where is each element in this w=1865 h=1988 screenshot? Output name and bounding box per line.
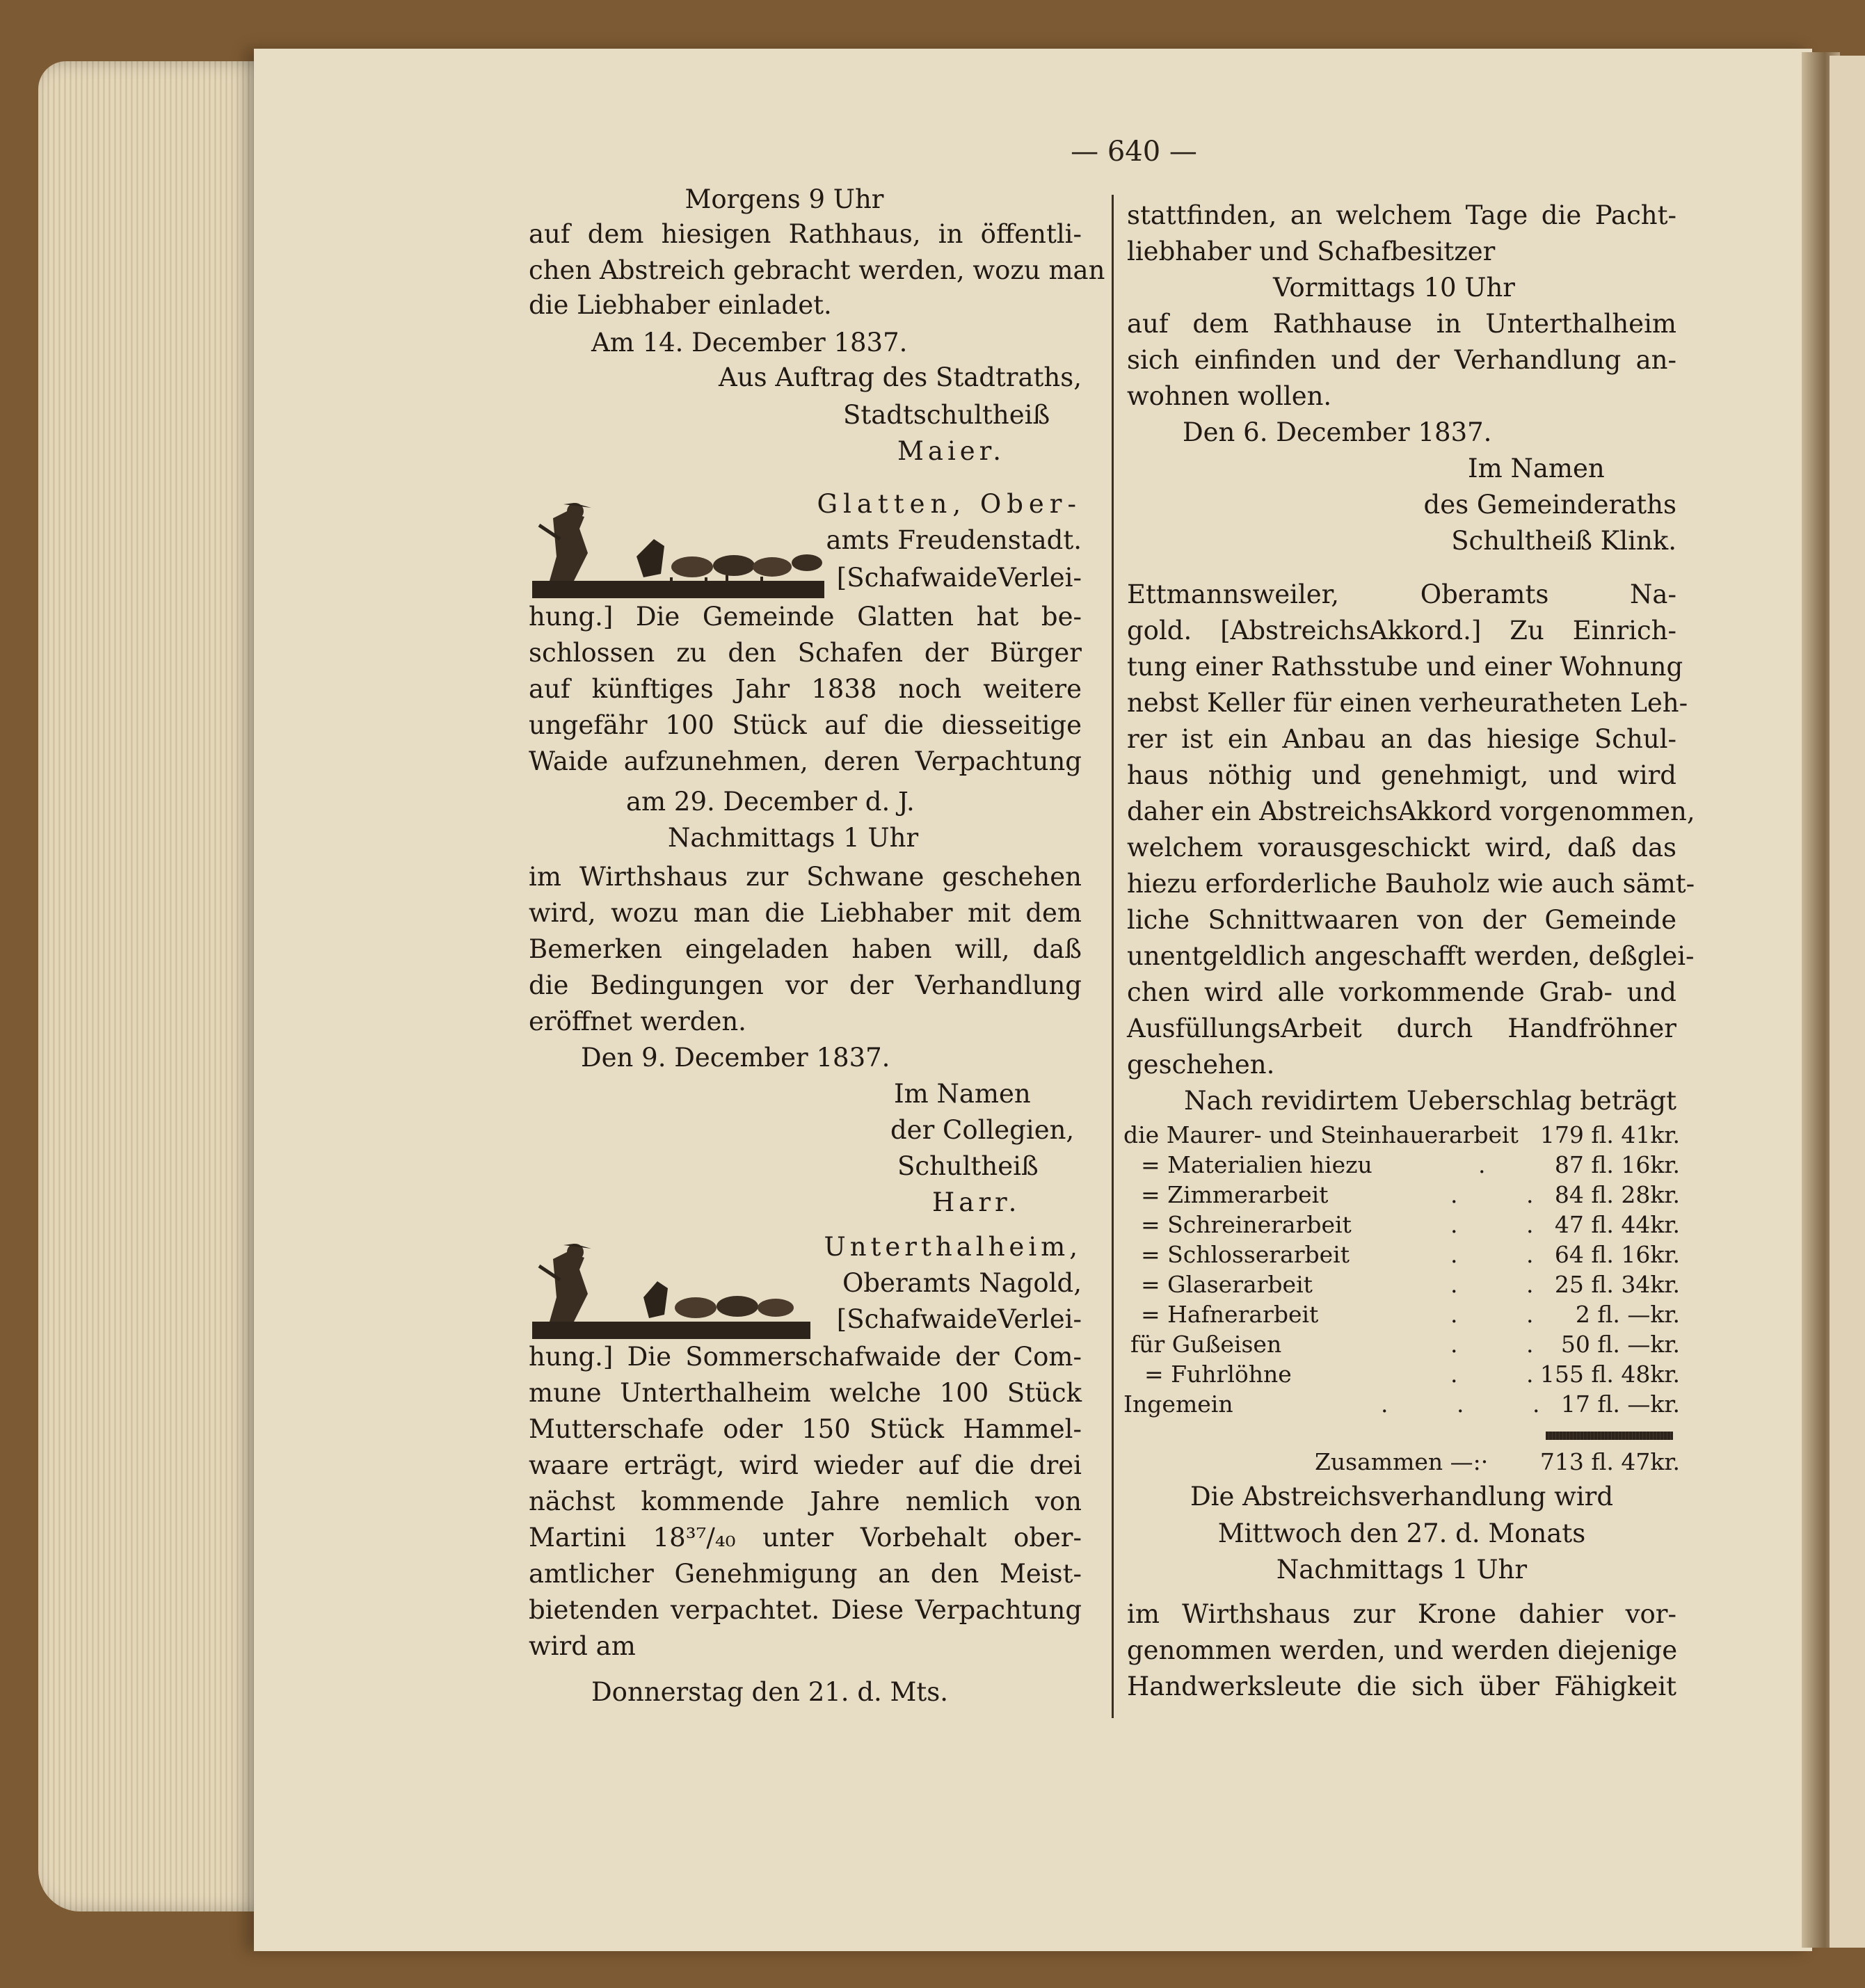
- table-row: für Gußeisen . . 50 fl. —kr.: [1130, 1331, 1680, 1358]
- text-line: Oberamts Nagold,: [842, 1268, 1082, 1298]
- text-line: liebhaber und Schafbesitzer: [1127, 237, 1496, 266]
- table-row: die Maurer- und Steinhauerarbeit 179 fl. 41kr.: [1123, 1121, 1680, 1148]
- table-row: = Schlosserarbeit . . 64 fl. 16kr.: [1141, 1241, 1680, 1268]
- text-line: hung.] Die Gemeinde Glatten hat be-: [529, 602, 1082, 632]
- text-line: im Wirthshaus zur Schwane geschehen: [529, 862, 1082, 892]
- notice-heading: Glatten, Ober-: [817, 489, 1082, 519]
- text-line: geschehen.: [1127, 1050, 1275, 1080]
- signature-title: Stadtschultheiß: [843, 400, 1050, 430]
- date-line: am 29. December d. J.: [626, 787, 915, 817]
- text-line: stattfinden, an welchem Tage die Pacht-: [1127, 200, 1676, 230]
- text-line: hung.] Die Sommerschafwaide der Com-: [529, 1342, 1082, 1372]
- text-line: welchem vorausgeschickt wird, daß das: [1127, 833, 1676, 863]
- right-column: [1127, 0, 1695, 1988]
- text-line: Die Abstreichsverhandlung wird: [1190, 1482, 1614, 1512]
- time-line: Nachmittags 1 Uhr: [1276, 1555, 1528, 1585]
- text-line: sich einfinden und der Verhandlung an-: [1127, 345, 1676, 375]
- text-line: amtlicher Genehmigung an den Meist-: [529, 1559, 1082, 1589]
- text-line: liche Schnittwaaren von der Gemeinde: [1127, 905, 1676, 935]
- table-row: = Materialien hiezu . 87 fl. 16kr.: [1141, 1151, 1680, 1178]
- text-line: Nach revidirtem Ueberschlag beträgt: [1184, 1086, 1676, 1116]
- left-column: [529, 0, 1105, 1988]
- table-row: = Zimmerarbeit . . 84 fl. 28kr.: [1141, 1181, 1680, 1208]
- date-line: Donnerstag den 21. d. Mts.: [591, 1677, 949, 1707]
- text-line: daher ein AbstreichsAkkord vorgenommen,: [1127, 796, 1695, 826]
- text-line: die Bedingungen vor der Verhandlung: [529, 970, 1082, 1000]
- text-line: [SchafwaideVerlei-: [836, 563, 1082, 593]
- text-line: auf dem hiesigen Rathhaus, in öffentli-: [529, 219, 1082, 249]
- text-line: die Liebhaber einladet.: [529, 290, 832, 320]
- facing-page-edge: [1830, 56, 1865, 1948]
- text-line: AusfüllungsArbeit durch Handfröhner: [1127, 1013, 1676, 1043]
- text-line: genommen werden, und werden diejenige: [1127, 1635, 1678, 1665]
- text-line: rer ist ein Anbau an das hiesige Schul-: [1127, 724, 1676, 754]
- table-row: = Schreinerarbeit . . 47 fl. 44kr.: [1141, 1211, 1680, 1238]
- text-line: Morgens 9 Uhr: [685, 184, 884, 214]
- table-sum-rule: [1546, 1432, 1673, 1440]
- text-line: im Wirthshaus zur Krone dahier vor-: [1127, 1599, 1676, 1629]
- text-line: Waide aufzunehmen, deren Verpachtung: [529, 746, 1082, 776]
- text-line: Aus Auftrag des Stadtraths,: [719, 362, 1082, 392]
- page-number: — 640 —: [1071, 136, 1197, 168]
- time-line: Nachmittags 1 Uhr: [668, 823, 919, 853]
- text-line: haus nöthig und genehmigt, und wird: [1127, 760, 1676, 790]
- text-line: Mutterschafe oder 150 Stück Hammel-: [529, 1414, 1082, 1444]
- text-line: chen Abstreich gebracht werden, wozu man: [529, 255, 1105, 285]
- signature-line: Im Namen: [1468, 454, 1605, 483]
- date-line: Den 6. December 1837.: [1183, 417, 1492, 447]
- text-line: gold. [AbstreichsAkkord.] Zu Einrich-: [1127, 616, 1676, 646]
- table-row: Ingemein . . . 17 fl. —kr.: [1123, 1390, 1680, 1418]
- signature-name: Maier.: [897, 436, 1006, 466]
- signature-title: Schultheiß: [897, 1151, 1039, 1181]
- text-line: amts Freudenstadt.: [826, 525, 1082, 555]
- book-page-edges: [38, 61, 268, 1911]
- table-row: = Glaserarbeit . . 25 fl. 34kr.: [1141, 1271, 1680, 1298]
- table-row: = Fuhrlöhne . . 155 fl. 48kr.: [1144, 1361, 1680, 1388]
- text-line: chen wird alle vorkommende Grab- und: [1127, 977, 1676, 1007]
- column-divider: [1112, 195, 1114, 1718]
- signature-line: des Gemeinderaths: [1423, 490, 1676, 520]
- text-line: eröffnet werden.: [529, 1007, 746, 1036]
- shepherd-woodcut-2: [532, 1231, 810, 1342]
- table-total-row: Zusammen —:· 713 fl. 47kr.: [1315, 1448, 1680, 1475]
- signature-name: Schultheiß Klink.: [1451, 526, 1676, 556]
- text-line: ungefähr 100 Stück auf die diesseitige: [529, 710, 1082, 740]
- notice-heading: Unterthalheim,: [824, 1232, 1082, 1262]
- date-line: Den 9. December 1837.: [581, 1043, 890, 1073]
- text-line: wohnen wollen.: [1127, 381, 1332, 411]
- text-line: nebst Keller für einen verheuratheten Leh-: [1127, 688, 1688, 718]
- date-line: Am 14. December 1837.: [591, 328, 908, 358]
- text-line: unentgeldlich angeschafft werden, deßglei-: [1127, 941, 1695, 971]
- signature-name: Harr.: [932, 1187, 1021, 1217]
- text-line: Mittwoch den 27. d. Monats: [1217, 1518, 1586, 1548]
- text-line: Martini 18³⁷/₄₀ unter Vorbehalt ober-: [529, 1523, 1082, 1553]
- text-line: Bemerken eingeladen haben will, daß: [529, 934, 1082, 964]
- table-row: = Hafnerarbeit . . 2 fl. —kr.: [1141, 1301, 1680, 1328]
- text-line: [SchafwaideVerlei-: [836, 1304, 1082, 1334]
- text-line: tung einer Rathsstube und einer Wohnung: [1127, 652, 1683, 682]
- text-line: schlossen zu den Schafen der Bürger: [529, 638, 1082, 668]
- notice-heading: Ettmannsweiler, Oberamts Na-: [1127, 579, 1676, 609]
- text-line: mune Unterthalheim welche 100 Stück: [529, 1378, 1082, 1408]
- text-line: wird am: [529, 1631, 636, 1661]
- text-line: wird, wozu man die Liebhaber mit dem: [529, 898, 1082, 928]
- signature-line: der Collegien,: [890, 1115, 1075, 1145]
- text-line: hiezu erforderliche Bauholz wie auch sämt-: [1127, 869, 1695, 899]
- shepherd-woodcut-1: [532, 490, 824, 602]
- text-line: waare erträgt, wird wieder auf die drei: [529, 1450, 1082, 1480]
- signature-line: Im Namen: [894, 1079, 1031, 1109]
- text-line: auf dem Rathhause in Unterthalheim: [1127, 309, 1676, 339]
- text-line: nächst kommende Jahre nemlich von: [529, 1486, 1082, 1516]
- text-line: Handwerksleute die sich über Fähigkeit: [1127, 1672, 1676, 1701]
- text-line: auf künftiges Jahr 1838 noch weitere: [529, 674, 1082, 704]
- text-line: bietenden verpachtet. Diese Verpachtung: [529, 1595, 1082, 1625]
- time-line: Vormittags 10 Uhr: [1273, 273, 1515, 303]
